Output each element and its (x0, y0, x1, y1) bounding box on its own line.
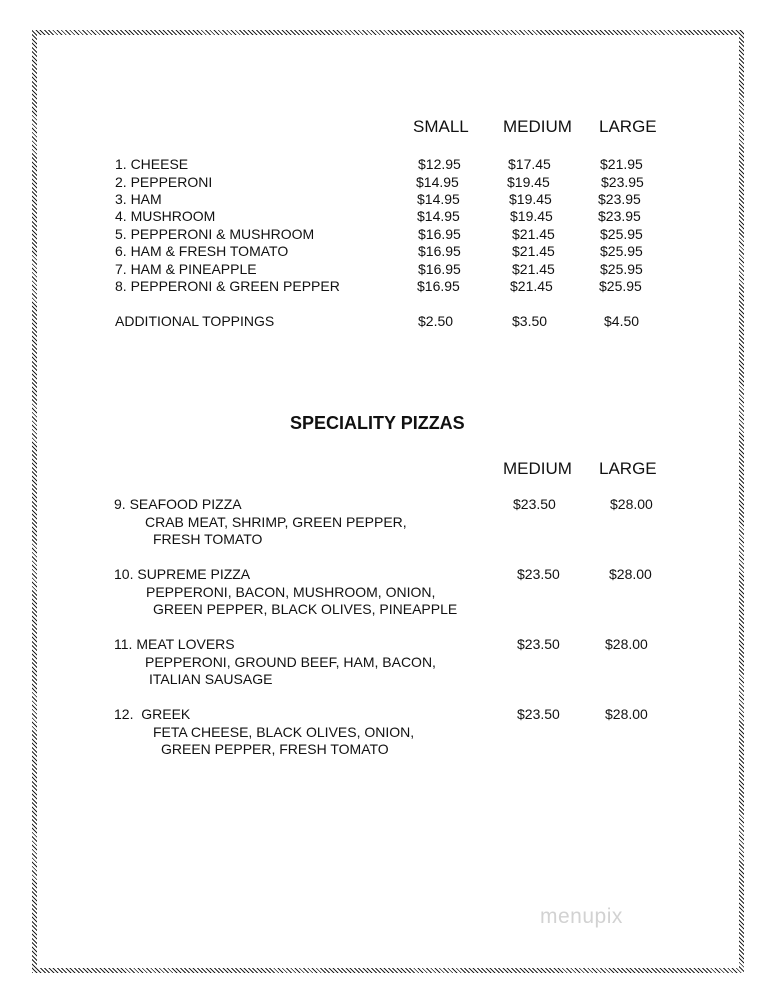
price-medium: $21.45 (512, 226, 555, 242)
menu-item-name: 1. CHEESE (115, 156, 189, 172)
price-large: $28.00 (609, 566, 652, 582)
price-large: $23.95 (598, 208, 641, 224)
price-small: $16.95 (418, 226, 461, 242)
price-small: $14.95 (416, 174, 459, 190)
price-medium: $23.50 (513, 496, 556, 512)
price-large: $23.95 (598, 191, 641, 207)
price-large: $28.00 (610, 496, 653, 512)
column-header-large: LARGE (599, 117, 657, 136)
price-small: $16.95 (418, 261, 461, 277)
menu-item-name: 10. SUPREME PIZZA (114, 566, 251, 582)
price-medium: $21.45 (512, 261, 555, 277)
price-large: $23.95 (601, 174, 644, 190)
menu-item-name: 6. HAM & FRESH TOMATO (115, 243, 289, 259)
price-medium: $3.50 (512, 313, 548, 329)
item-description: FETA CHEESE, BLACK OLIVES, ONION, (153, 724, 415, 740)
price-large: $25.95 (600, 243, 643, 259)
watermark: menupix (540, 905, 623, 928)
column-header-large: LARGE (599, 459, 657, 478)
price-medium: $21.45 (512, 243, 555, 259)
price-large: $4.50 (604, 313, 640, 329)
item-description: FRESH TOMATO (153, 531, 263, 547)
price-small: $14.95 (417, 208, 460, 224)
menu-item-name: 11. MEAT LOVERS (114, 636, 235, 652)
menu-item-name: 12. GREEK (114, 706, 191, 722)
column-header-small: SMALL (413, 117, 469, 136)
column-header-medium: MEDIUM (503, 459, 572, 478)
item-description: GREEN PEPPER, BLACK OLIVES, PINEAPPLE (153, 601, 458, 617)
menu-item-name: 8. PEPPERONI & GREEN PEPPER (115, 278, 340, 294)
speciality-title: SPECIALITY PIZZAS (290, 413, 465, 433)
menu-item-name: 2. PEPPERONI (115, 174, 213, 190)
price-large: $25.95 (600, 261, 643, 277)
item-description: PEPPERONI, BACON, MUSHROOM, ONION, (146, 584, 436, 600)
price-small: $14.95 (417, 191, 460, 207)
price-medium: $19.45 (507, 174, 550, 190)
additional-toppings-label: ADDITIONAL TOPPINGS (115, 313, 275, 329)
item-description: PEPPERONI, GROUND BEEF, HAM, BACON, (145, 654, 436, 670)
item-description: GREEN PEPPER, FRESH TOMATO (161, 741, 389, 757)
price-medium: $23.50 (517, 636, 560, 652)
price-medium: $21.45 (510, 278, 553, 294)
menu-item-name: 7. HAM & PINEAPPLE (115, 261, 257, 277)
item-description: ITALIAN SAUSAGE (149, 671, 273, 687)
price-medium: $23.50 (517, 566, 560, 582)
price-small: $2.50 (418, 313, 454, 329)
price-medium: $19.45 (510, 208, 553, 224)
price-large: $25.95 (600, 226, 643, 242)
menu-item-name: 3. HAM (115, 191, 162, 207)
price-small: $16.95 (418, 243, 461, 259)
price-large: $21.95 (600, 156, 643, 172)
menu-item-name: 4. MUSHROOM (115, 208, 216, 224)
price-medium: $23.50 (517, 706, 560, 722)
item-description: CRAB MEAT, SHRIMP, GREEN PEPPER, (145, 514, 407, 530)
price-small: $16.95 (417, 278, 460, 294)
price-small: $12.95 (418, 156, 461, 172)
price-large: $25.95 (599, 278, 642, 294)
price-medium: $19.45 (509, 191, 552, 207)
menu-item-name: 9. SEAFOOD PIZZA (114, 496, 242, 512)
price-medium: $17.45 (508, 156, 551, 172)
menu-item-name: 5. PEPPERONI & MUSHROOM (115, 226, 315, 242)
price-large: $28.00 (605, 706, 648, 722)
price-large: $28.00 (605, 636, 648, 652)
column-header-medium: MEDIUM (503, 117, 572, 136)
